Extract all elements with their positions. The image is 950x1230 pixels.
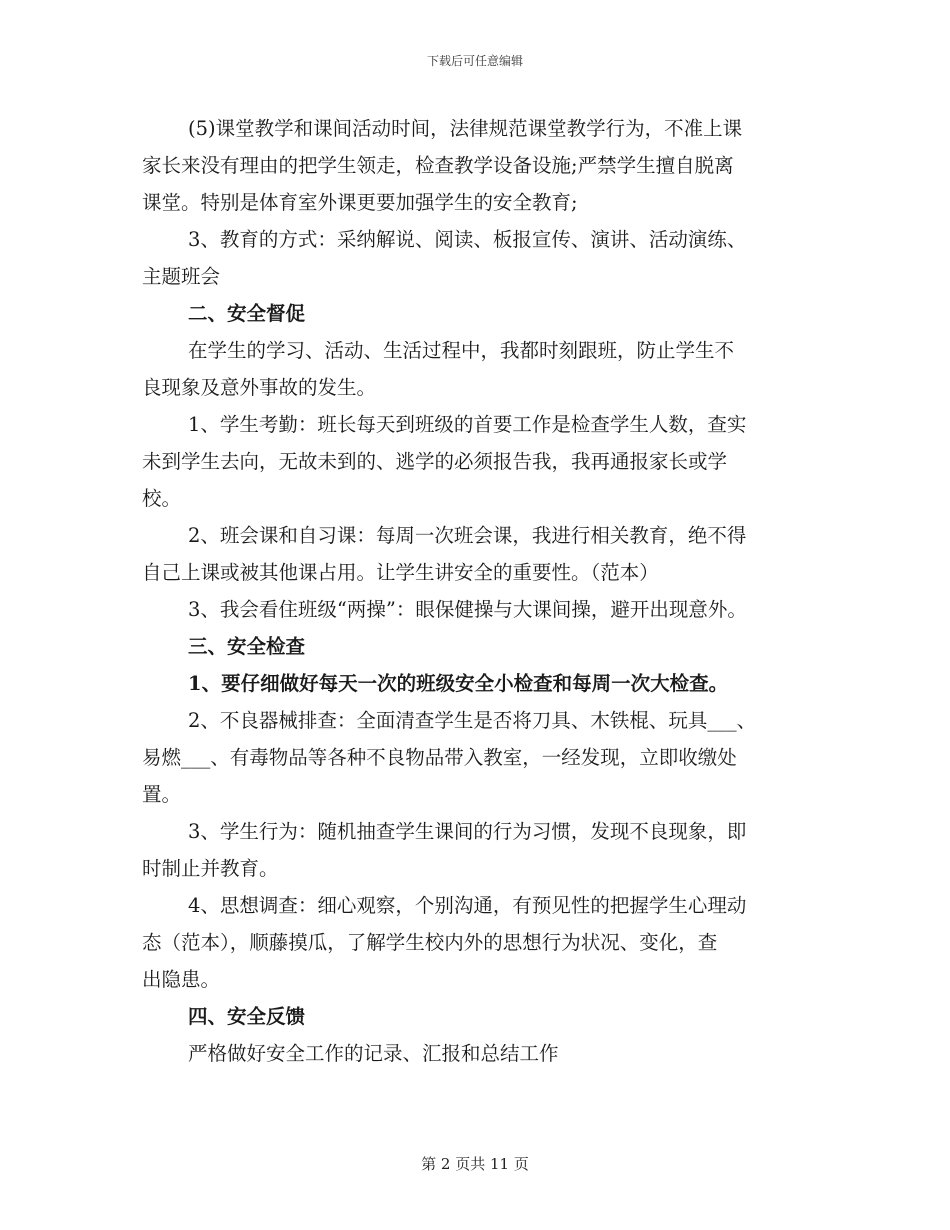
text-line: 1、学生考勤：班长每天到班级的首要工作是检查学生人数，查实 (188, 413, 747, 436)
page-header: 下载后可任意编辑 (426, 54, 523, 68)
text-line: 出隐患。 (142, 968, 221, 991)
document-body (142, 110, 822, 1072)
text-line: 4、思想调查：细心观察，个别沟通，有预见性的把握学生心理动 (188, 894, 747, 917)
text-line: 置。 (142, 783, 182, 806)
text-line: (5)课堂教学和课间活动时间，法律规范课堂教学行为，不准上课 (188, 117, 743, 140)
text-line: 易燃___、有毒物品等各种不良物品带入教室，一经发现，立即收缴处 (142, 746, 737, 769)
text-line: 3、我会看住班级“两操”：眼保健操与大课间操，避开出现意外。 (188, 598, 747, 621)
text-line: 课堂。特别是体育室外课更要加强学生的安全教育; (142, 191, 578, 214)
text-line: 严格做好安全工作的记录、汇报和总结工作 (188, 1042, 559, 1065)
text-line: 2、班会课和自习课：每周一次班会课，我进行相关教育，绝不得 (188, 524, 747, 547)
text-line: 时制止并教育。 (142, 857, 279, 880)
text-line: 校。 (142, 487, 182, 510)
page-footer: 第 2 页共 11 页 (421, 1155, 529, 1173)
section-heading: 1、要仔细做好每天一次的班级安全小检查和每周一次大检查。 (188, 672, 729, 695)
section-heading: 二、安全督促 (188, 302, 306, 325)
section-heading: 三、安全检查 (188, 635, 306, 658)
text-line: 自己上课或被其他课占用。让学生讲安全的重要性。（范本） (142, 561, 659, 584)
text-line: 3、学生行为：随机抽查学生课间的行为习惯，发现不良现象，即 (188, 820, 747, 843)
text-line: 3、教育的方式：采纳解说、阅读、板报宣传、演讲、活动演练、 (188, 228, 747, 251)
text-line: 未到学生去向，无故未到的、逃学的必须报告我，我再通报家长或学 (142, 450, 728, 473)
text-line: 2、不良器械排查：全面清查学生是否将刀具、木铁棍、玩具___、 (188, 709, 757, 732)
text-line: 主题班会 (142, 265, 221, 288)
text-line: 良现象及意外事故的发生。 (142, 376, 377, 399)
text-line: 态（范本），顺藤摸瓜，了解学生校内外的思想行为状况、变化，查 (142, 931, 718, 954)
text-line: 在学生的学习、活动、生活过程中，我都时刻跟班，防止学生不 (188, 339, 735, 362)
text-line: 家长来没有理由的把学生领走，检查教学设备设施;严禁学生擅自脱离 (142, 154, 734, 177)
section-heading: 四、安全反馈 (188, 1005, 306, 1028)
